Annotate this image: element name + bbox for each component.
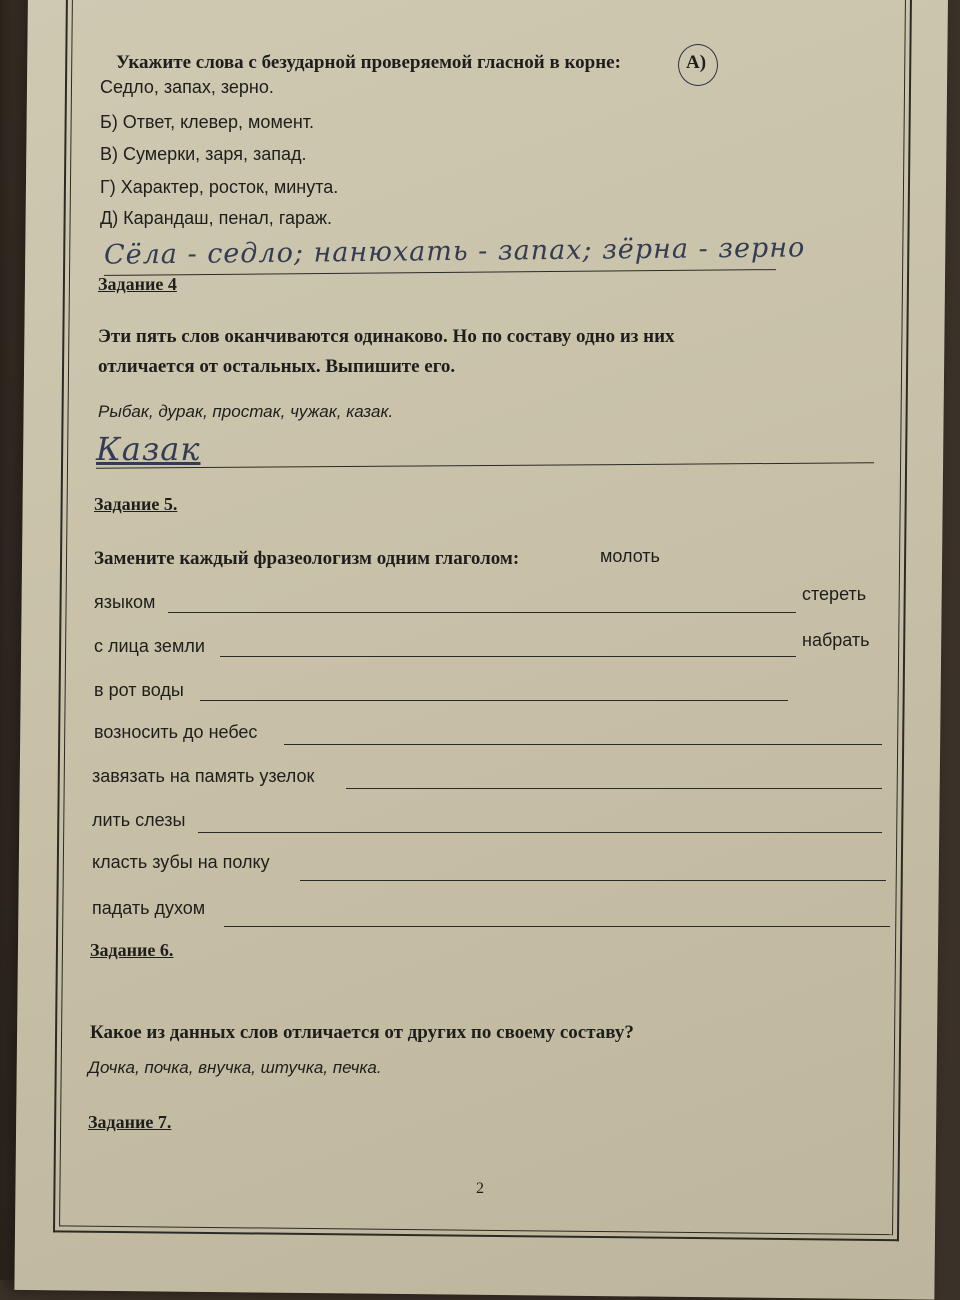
task3-option-a: Седло, запах, зерно. — [100, 77, 274, 97]
answer-line-6 — [198, 832, 882, 833]
task5-question: Замените каждый фразеологизм одним глаголом: — [94, 548, 520, 569]
phrase-molot: молоть — [600, 546, 660, 566]
phrase-lit-slezy: лить слезы — [92, 810, 186, 830]
answer-line-1 — [168, 612, 796, 613]
answer-line-5 — [346, 788, 882, 789]
task7-heading: Задание 7. — [88, 1112, 172, 1132]
task3-option-v: В) Сумерки, заря, запад. — [100, 144, 307, 164]
phrase-s-litsa-zemli: с лица земли — [94, 636, 205, 656]
task5-heading: Задание 5. — [94, 494, 178, 514]
answer-line-3 — [200, 700, 788, 701]
phrase-klast-zuby: класть зубы на полку — [92, 852, 270, 872]
phrase-padat-duhom: падать духом — [92, 898, 206, 918]
answer-line-4 — [284, 744, 882, 745]
phrase-v-rot-vody: в рот воды — [94, 680, 184, 700]
phrase-steret: стереть — [802, 584, 867, 604]
task3-option-d: Д) Карандаш, пенал, гараж. — [100, 208, 333, 228]
page-number: 2 — [476, 1180, 484, 1197]
answer-line-8 — [224, 926, 890, 927]
task4-question-line1: Эти пять слов оканчиваются одинаково. Но по составу одно из них — [98, 326, 675, 347]
task6-heading: Задание 6. — [90, 940, 174, 960]
phrase-zavyazat: завязать на память узелок — [92, 766, 315, 786]
answer-line-7 — [300, 880, 886, 881]
task4-question-line2: отличается от остальных. Выпишите его. — [98, 356, 456, 377]
answer-line-2 — [220, 656, 796, 657]
task3-circled-answer: А) — [686, 52, 707, 73]
answer-circle-mark — [678, 44, 718, 86]
phrase-nabrat: набрать — [802, 630, 870, 650]
task3-question: Укажите слова с безударной проверяемой гласной в корне: — [116, 52, 621, 73]
phrase-voznosit: возносить до небес — [94, 722, 258, 742]
task6-words: Дочка, почка, внучка, штучка, печка. — [88, 1058, 382, 1077]
task4-heading: Задание 4 — [98, 274, 177, 294]
task6-question: Какое из данных слов отличается от других по своему составу? — [90, 1022, 634, 1043]
task4-handwritten-answer: Казак — [96, 430, 201, 468]
task3-handwritten-answer: Сёла - седло; нанюхать - запах; зёрна - зерно — [103, 232, 806, 271]
task3-option-b: Б) Ответ, клевер, момент. — [100, 112, 315, 132]
task4-words: Рыбак, дурак, простак, чужак, казак. — [98, 402, 394, 421]
task3-option-g: Г) Характер, росток, минута. — [100, 177, 339, 197]
phrase-yazykom: языком — [94, 592, 156, 612]
